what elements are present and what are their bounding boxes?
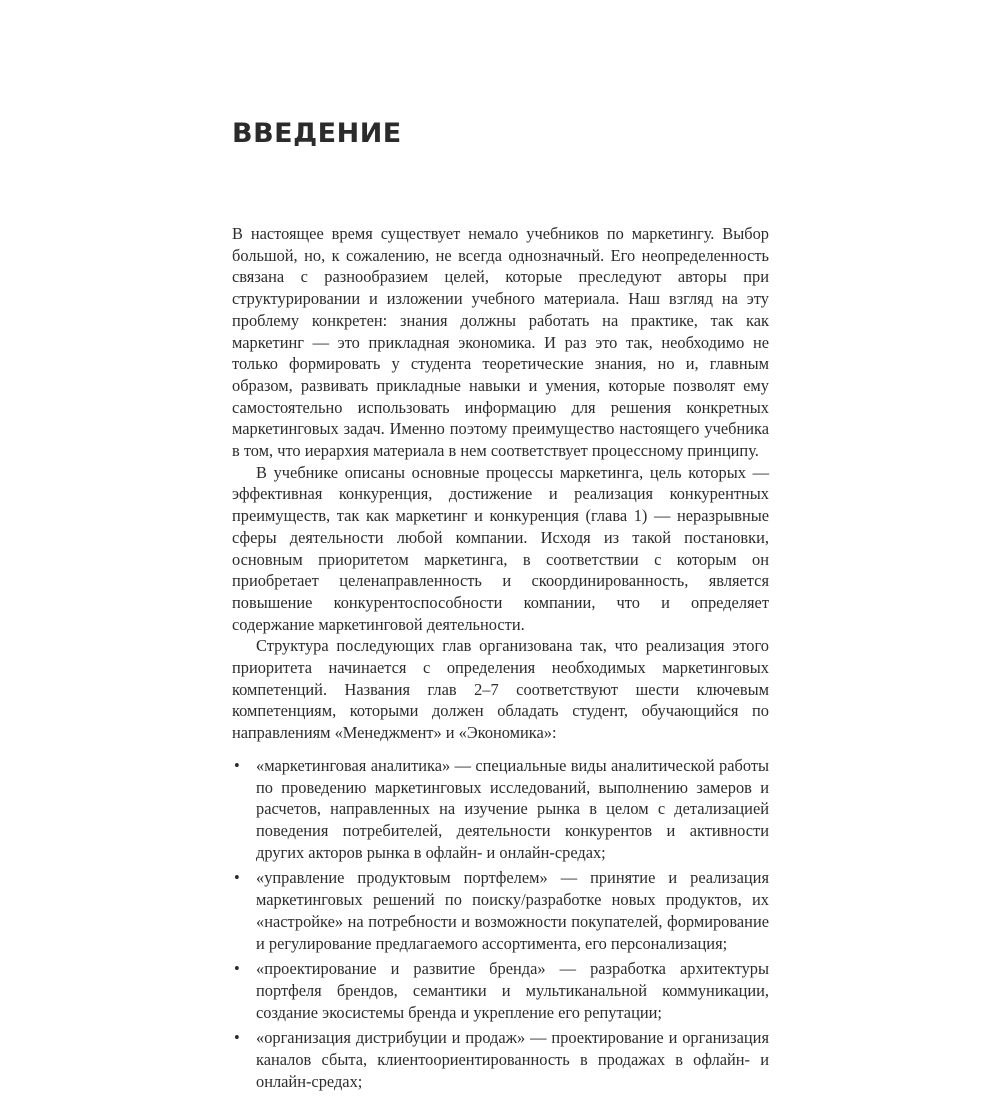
list-item-text: «проектирование и развитие бренда» — разработка архитектуры портфеля брендов, семантики и мультиканальной коммуникации, создание экосистемы бренда и укрепление его репутации;	[256, 959, 769, 1022]
page-title: ВВЕДЕНИЕ	[232, 118, 402, 149]
list-item	[232, 958, 769, 1023]
list-item	[232, 755, 769, 864]
paragraph: В настоящее время существует немало учебников по маркетингу. Выбор большой, но, к сожалению, не всегда однозначный. Его неопределенность связана с разнообразием целей, которые преследуют авторы при структурировании и изложении учебного материала. Наш взгляд на эту проблему конкретен: знания должны работать на практике, так как маркетинг — это прикладная экономика. И раз это так, необходимо не только формировать у студента теоретические знания, но и, главным образом, развивать прикладные навыки и умения, которые позволят ему самостоятельно использовать информацию для решения конкретных маркетинговых задач. Именно поэтому преимущество настоящего учебника в том, что иерархия материала в нем соответствует процессному принципу.	[232, 224, 769, 461]
bullet-icon: •	[234, 1028, 240, 1048]
list-item-text: «управление продуктовым портфелем» — принятие и реализация маркетинговых решений по поиску/разработке новых продуктов, их «настройке» на потребности и возможности покупателей, формирование и регулирование предлагаемого ассортимента, его персонализация;	[256, 868, 769, 953]
bullet-icon: •	[234, 755, 240, 775]
list-item	[232, 867, 769, 954]
competency-list	[232, 755, 769, 1093]
paragraph: В учебнике описаны основные процессы маркетинга, цель которых — эффективная конкуренция, достижение и реализация конкурентных преимуществ, так как маркетинг и конкуренция (глава 1) — неразрывные сферы деятельности любой компании. Исходя из такой постановки, основным приоритетом маркетинга, в соответствии с которым он приобретает целенаправленность и скоординированность, является повышение конкурентоспособности компании, что и определяет содержание маркетинговой деятельности.	[232, 462, 769, 634]
list-item	[232, 1027, 769, 1092]
body-text	[232, 223, 769, 1096]
bullet-icon: •	[234, 868, 240, 888]
list-item-text: «маркетинговая аналитика» — специальные виды аналитической работы по проведению маркетинговых исследований, выполнению замеров и расчетов, направленных на изучение рынка в целом с детализацией поведения потребителей, деятельности конкурентов и активности других акторов рынка в офлайн- и онлайн-средах;	[256, 755, 769, 862]
paragraph: Структура последующих глав организована так, что реализация этого приоритета начинается с определения необходимых маркетинговых компетенций. Названия глав 2–7 соответствуют шести ключевым компетенциям, которыми должен обладать студент, обучающийся по направлениям «Менеджмент» и «Экономика»:	[232, 636, 769, 743]
list-item-text: «организация дистрибуции и продаж» — проектирование и организация каналов сбыта, клиентоориентированность в продажах в офлайн- и онлайн-средах;	[256, 1028, 769, 1091]
bullet-icon: •	[234, 959, 240, 979]
